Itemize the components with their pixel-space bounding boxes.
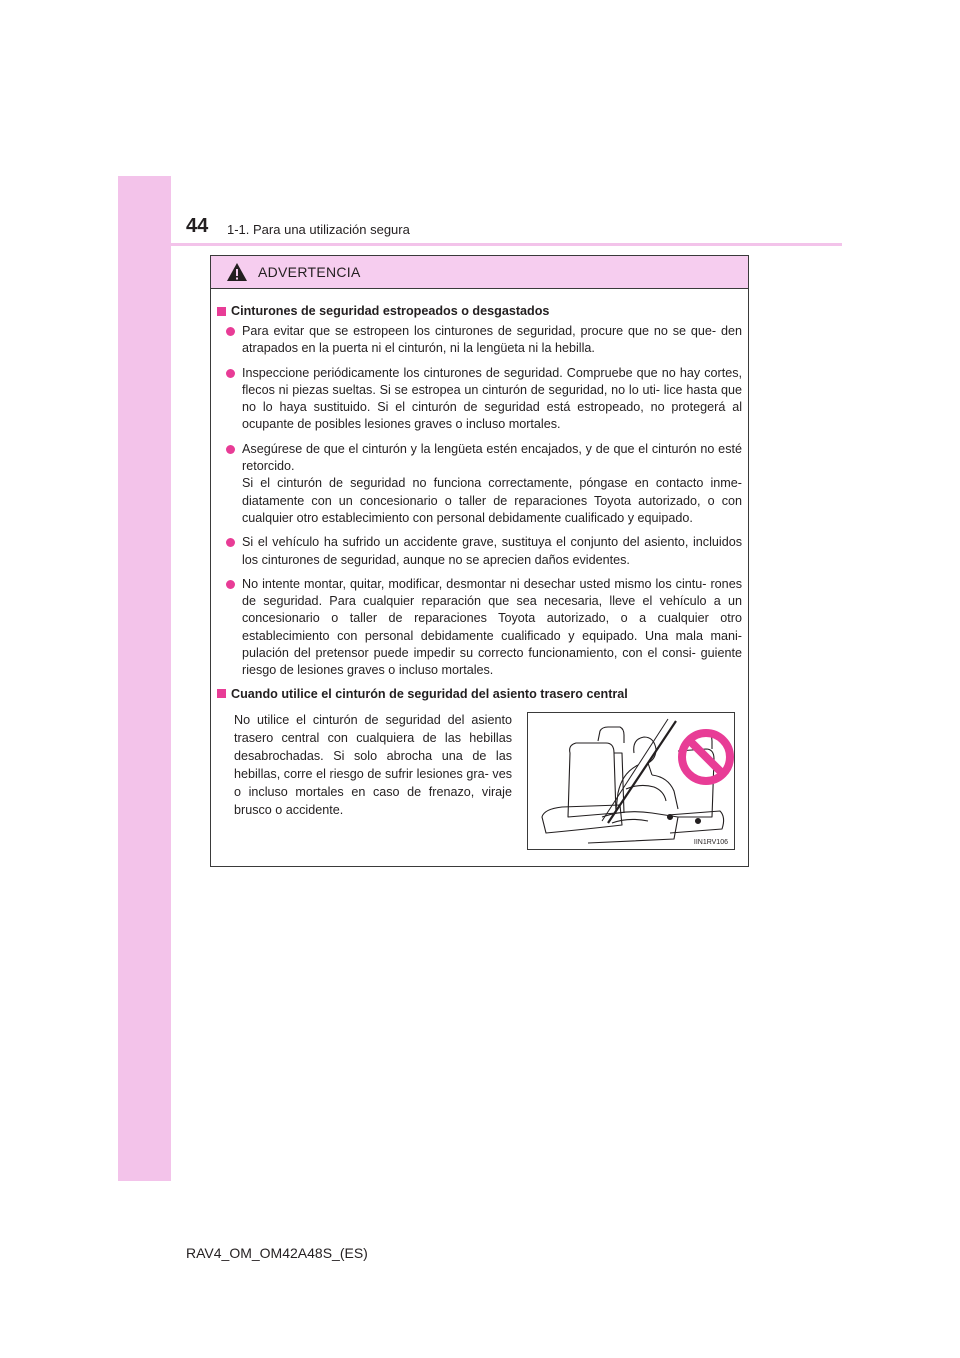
list-item bbox=[217, 441, 742, 527]
item-text: No intente montar, quitar, modificar, desmontar ni desechar usted mismo los cintu- rones de seguridad. Para cualquier reparación que sea necesaria, lleve el vehículo a un concesionario o taller de reparaciones Toyota autorizado, o a cualquier otro establecimiento con personal debidamente cualificado y equipado. Una mala mani- pulación del pretensor puede impedir su correcto funcionamiento, con el consi- guiente riesgo de lesiones graves o incluso mortales. bbox=[242, 576, 742, 678]
square-bullet-icon bbox=[217, 689, 226, 698]
warning-box bbox=[210, 255, 749, 867]
list-item bbox=[217, 576, 742, 680]
section-heading-damaged-belts bbox=[217, 304, 742, 318]
warning-triangle-icon bbox=[226, 262, 248, 282]
heading-text: Cuando utilice el cinturón de seguridad del asiento trasero central bbox=[231, 686, 628, 701]
square-bullet-icon bbox=[217, 307, 226, 316]
page-number: 44 bbox=[186, 215, 209, 237]
header-rule bbox=[118, 243, 842, 246]
section-title: 1-1. Para una utilización segura bbox=[227, 222, 410, 237]
circle-bullet-icon bbox=[226, 580, 235, 589]
circle-bullet-icon bbox=[226, 445, 235, 454]
warning-header bbox=[211, 256, 748, 289]
rear-seat-prohibited-icon bbox=[528, 713, 734, 849]
side-band bbox=[118, 176, 171, 1181]
center-belt-text: No utilice el cinturón de seguridad del asiento trasero central con cualquiera de las hebillas desabrochadas. Si solo abrocha una de las hebillas, corre el riesgo de sufrir lesiones gra- ves o incluso mortales en caso de frenazo, viraje brusco o accidente. bbox=[234, 712, 512, 817]
figure-code: IIN1RV106 bbox=[693, 839, 728, 846]
circle-bullet-icon bbox=[226, 538, 235, 547]
list-item bbox=[217, 534, 742, 569]
section-heading-center-belt bbox=[217, 687, 742, 701]
heading-text: Cinturones de seguridad estropeados o desgastados bbox=[231, 304, 550, 318]
circle-bullet-icon bbox=[226, 327, 235, 336]
list-item bbox=[217, 323, 742, 358]
circle-bullet-icon bbox=[226, 369, 235, 378]
list-item bbox=[217, 365, 742, 434]
warning-title: ADVERTENCIA bbox=[258, 264, 361, 280]
footer-code: RAV4_OM_OM42A48S_(ES) bbox=[186, 1245, 368, 1261]
item-paragraph: Si el cinturón de seguridad no funciona correctamente, póngase en contacto inme- diatamente con un concesionario o taller de reparaciones Toyota autorizado, o con cualquier otro establecimiento con personal debidamente cualificado y equipado. bbox=[242, 476, 742, 525]
item-text: Inspeccione periódicamente los cinturones de seguridad. Compruebe que no hay cortes, flecos ni piezas sueltas. Si se estropea un cinturón de seguridad, no lo uti- lice hasta que no lo haya sustituido. Si el cinturón de seguridad está estropeado, no protegerá al ocupante de posibles lesiones graves o incluso mortales. bbox=[242, 365, 742, 432]
seatbelt-illustration bbox=[527, 712, 735, 850]
item-text bbox=[242, 441, 742, 527]
item-text: Si el vehículo ha sufrido un accidente grave, sustituya el conjunto del asiento, incluidos los cinturones de seguridad, aunque no se aprecien daños evidentes. bbox=[242, 535, 742, 567]
item-text: Para evitar que se estropeen los cinturones de seguridad, procure que no se que- den atrapados en la puerta ni el cinturón, ni la lengüeta ni la hebilla. bbox=[242, 324, 742, 356]
item-paragraph: Asegúrese de que el cinturón y la lengüeta estén encajados, y de que el cinturón no esté retorcido. bbox=[242, 441, 742, 474]
